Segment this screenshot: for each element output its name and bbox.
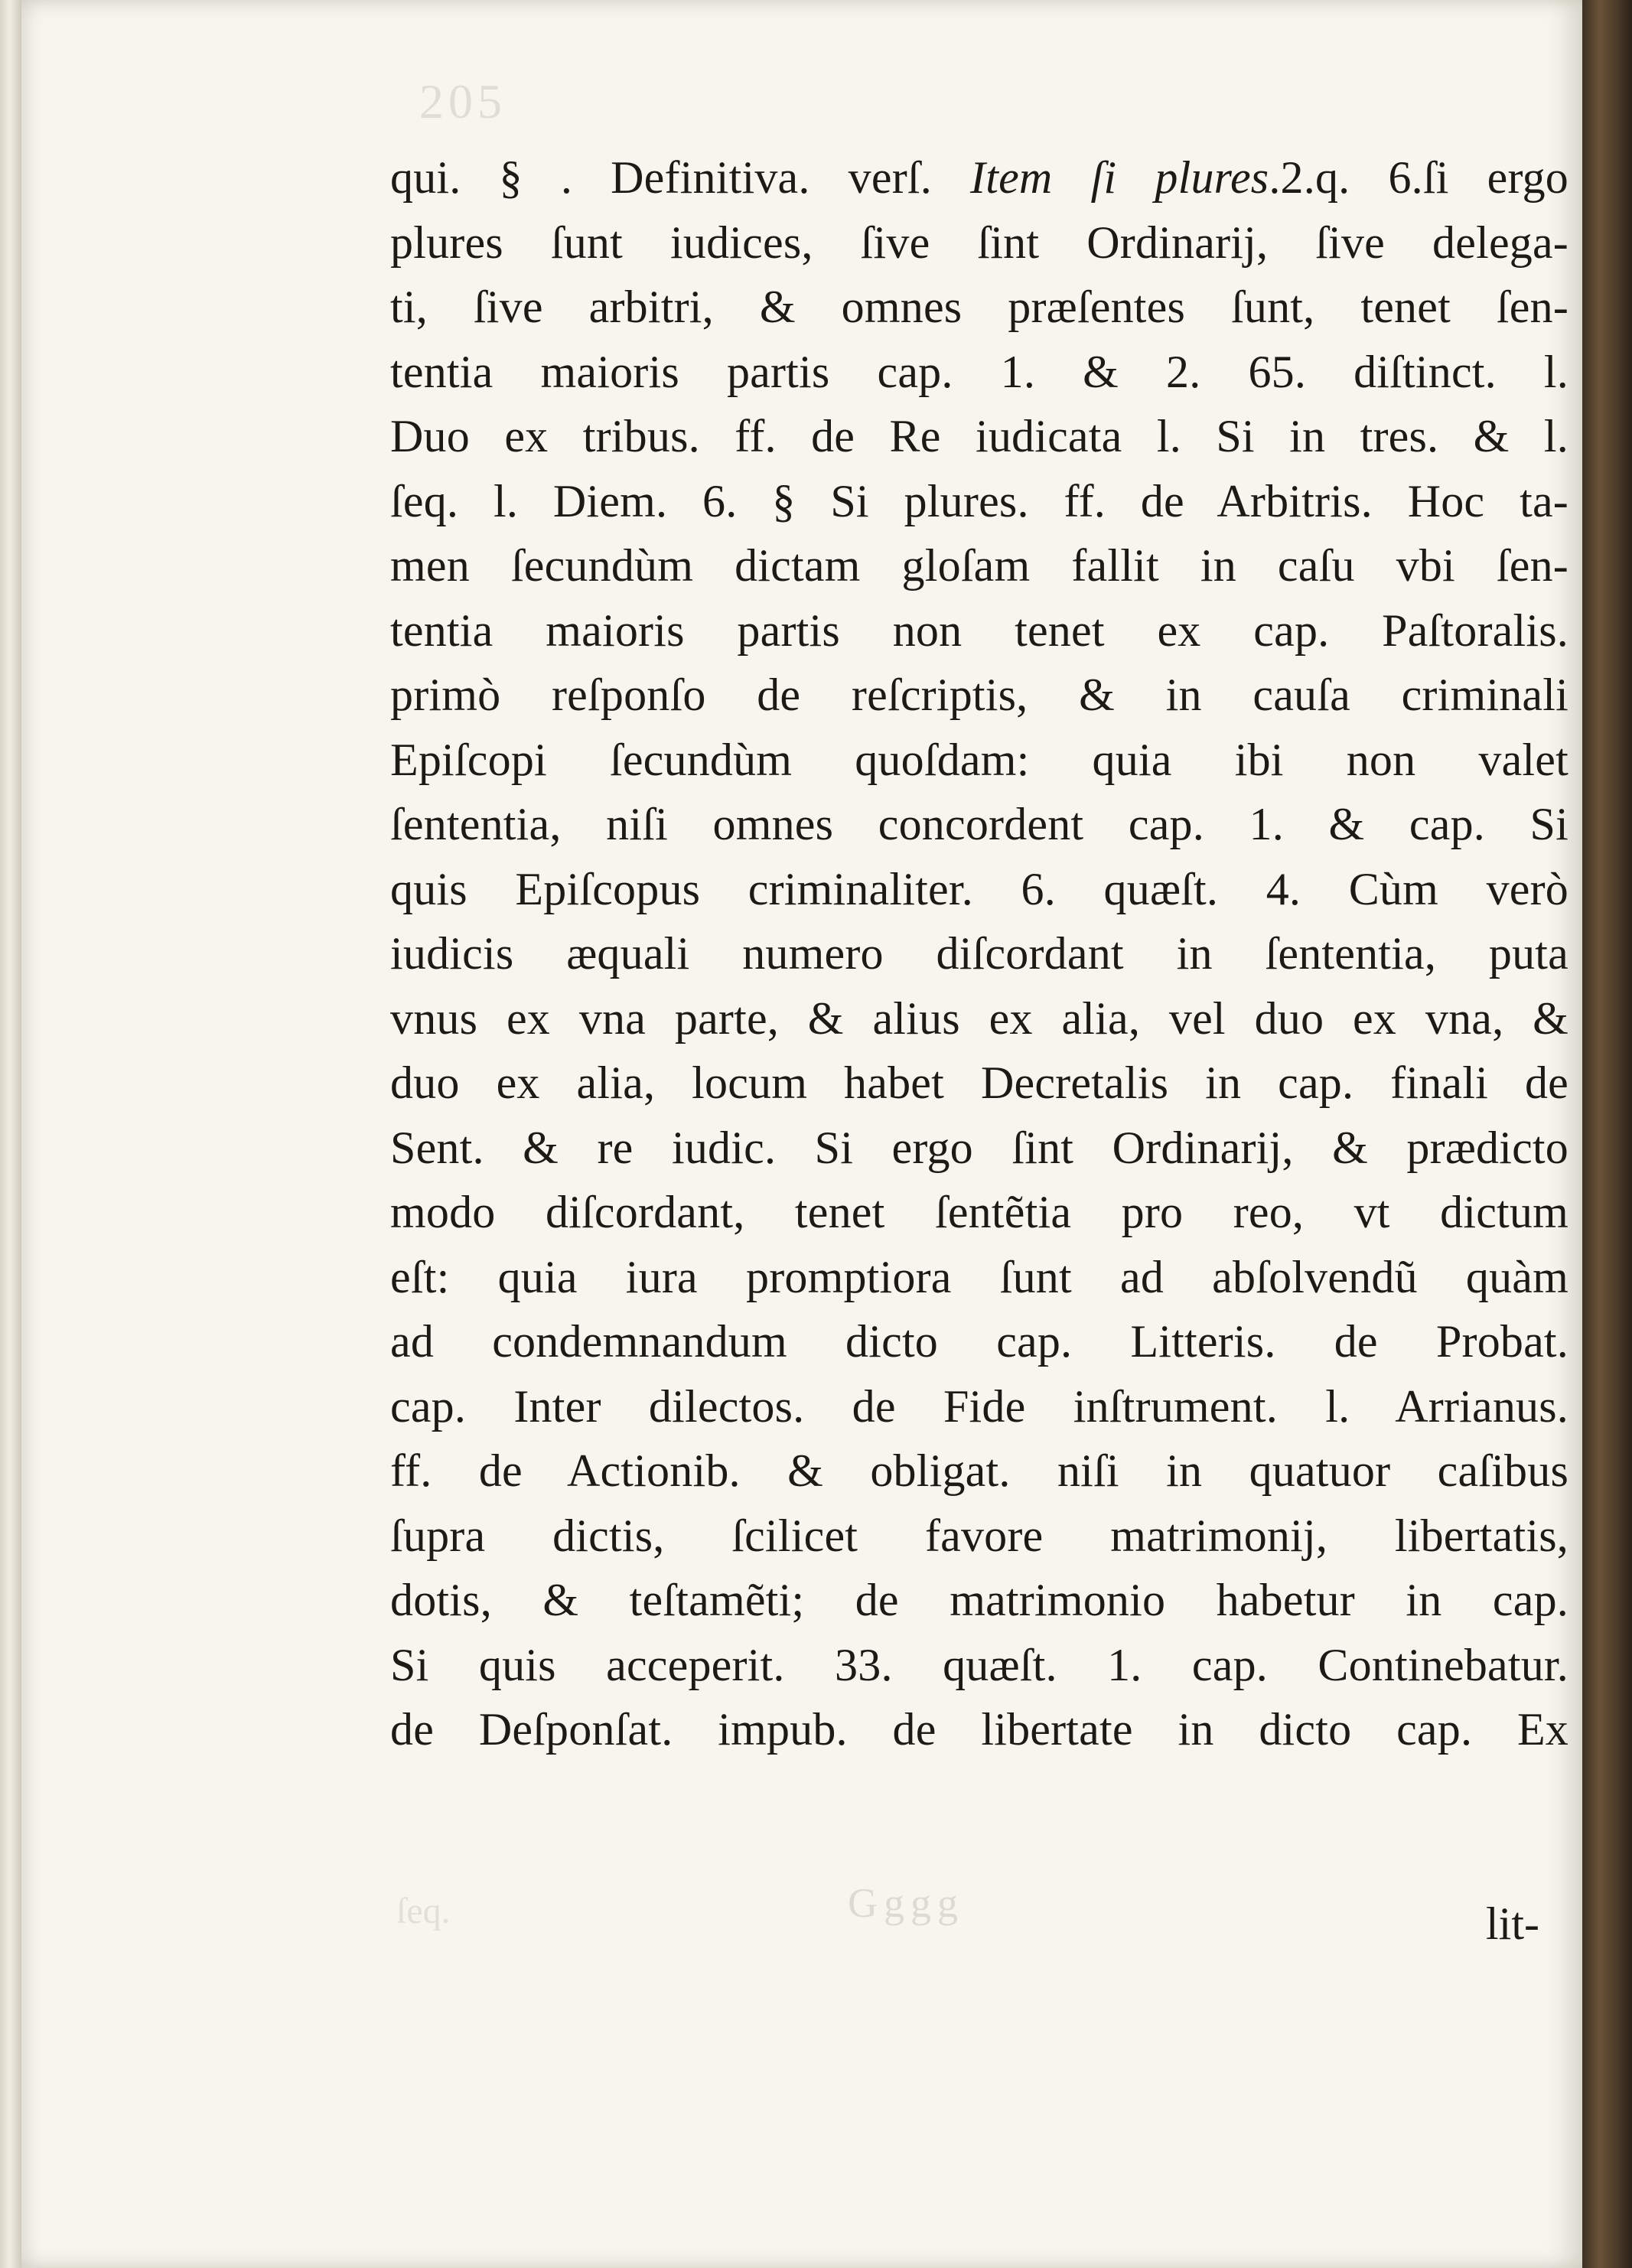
book-page (21, 0, 1582, 2268)
text-line: duo ex alia, locum habet Decretalis in cap. finali de (390, 1057, 1568, 1108)
catchword: lit- (1486, 1898, 1539, 1949)
show-through-page-number: 205 (419, 74, 507, 129)
text-line: dotis, & teſtamẽti; de matrimonio habetur in cap. (390, 1575, 1568, 1625)
text-line: modo diſcordant, tenet ſentẽtia pro reo, vt dictum (390, 1187, 1568, 1237)
text-line: Si quis acceperit. 33. quæſt. 1. cap. Continebatur. (390, 1639, 1568, 1690)
text-line: de Deſponſat. impub. de libertate in dicto cap. Ex (390, 1704, 1568, 1755)
show-through-signature: Gggg (848, 1880, 964, 1926)
text-line: ti, ſive arbitri, & omnes præſentes ſunt, tenet ſen- (390, 282, 1568, 332)
text-line: vnus ex vna parte, & alius ex alia, vel duo ex vna, & (390, 992, 1568, 1044)
text-line: men ſecundùm dictam gloſam fallit in caſu vbi ſen- (390, 540, 1568, 591)
text-line: tentia maioris partis cap. 1. & 2. 65. diſtinct. l. (390, 346, 1568, 397)
text-line: plures ſunt iudices, ſive ſint Ordinarij, ſive delega- (390, 217, 1568, 268)
show-through-text: ſeq. (396, 1891, 451, 1931)
text-line: primò reſponſo de reſcriptis, & in cauſa criminali (390, 670, 1568, 720)
book-binding-edge (1582, 0, 1632, 2268)
text-block (390, 145, 1568, 1762)
text-line: eſt: quia iura promptiora ſunt ad abſolvendũ quàm (390, 1251, 1568, 1302)
text-line: quis Epiſcopus criminaliter. 6. quæſt. 4. Cùm verò (390, 863, 1568, 914)
text-line: ff. de Actionib. & obligat. niſi in quatuor caſibus (390, 1445, 1568, 1496)
text-line: ſeq. l. Diem. 6. § Si plures. ff. de Arbitris. Hoc ta- (390, 475, 1568, 526)
italic-citation: Item ſi plures (970, 152, 1269, 203)
text-line: ad condemnandum dicto cap. Litteris. de Probat. (390, 1316, 1568, 1367)
book-edge-left (0, 0, 21, 2268)
text-line: ſupra dictis, ſcilicet favore matrimonij, libertatis, (390, 1510, 1568, 1561)
text-line: Duo ex tribus. ff. de Re iudicata l. Si in tres. & l. (390, 411, 1568, 461)
text-line: tentia maioris partis non tenet ex cap. Paſtoralis. (390, 604, 1568, 656)
text-line: qui. § . Definitiva. verſ. Item ſi plures.2.q. 6.ſi ergo (390, 152, 1569, 203)
text-line: cap. Inter dilectos. de Fide inſtrument. l. Arrianus. (390, 1380, 1568, 1432)
text-line: Sent. & re iudic. Si ergo ſint Ordinarij, & prædicto (390, 1122, 1568, 1173)
text-line: ſententia, niſi omnes concordent cap. 1. & cap. Si (390, 799, 1568, 849)
text-line: iudicis æquali numero diſcordant in ſententia, puta (390, 928, 1568, 979)
text-line: Epiſcopi ſecundùm quoſdam: quia ibi non valet (390, 734, 1568, 785)
